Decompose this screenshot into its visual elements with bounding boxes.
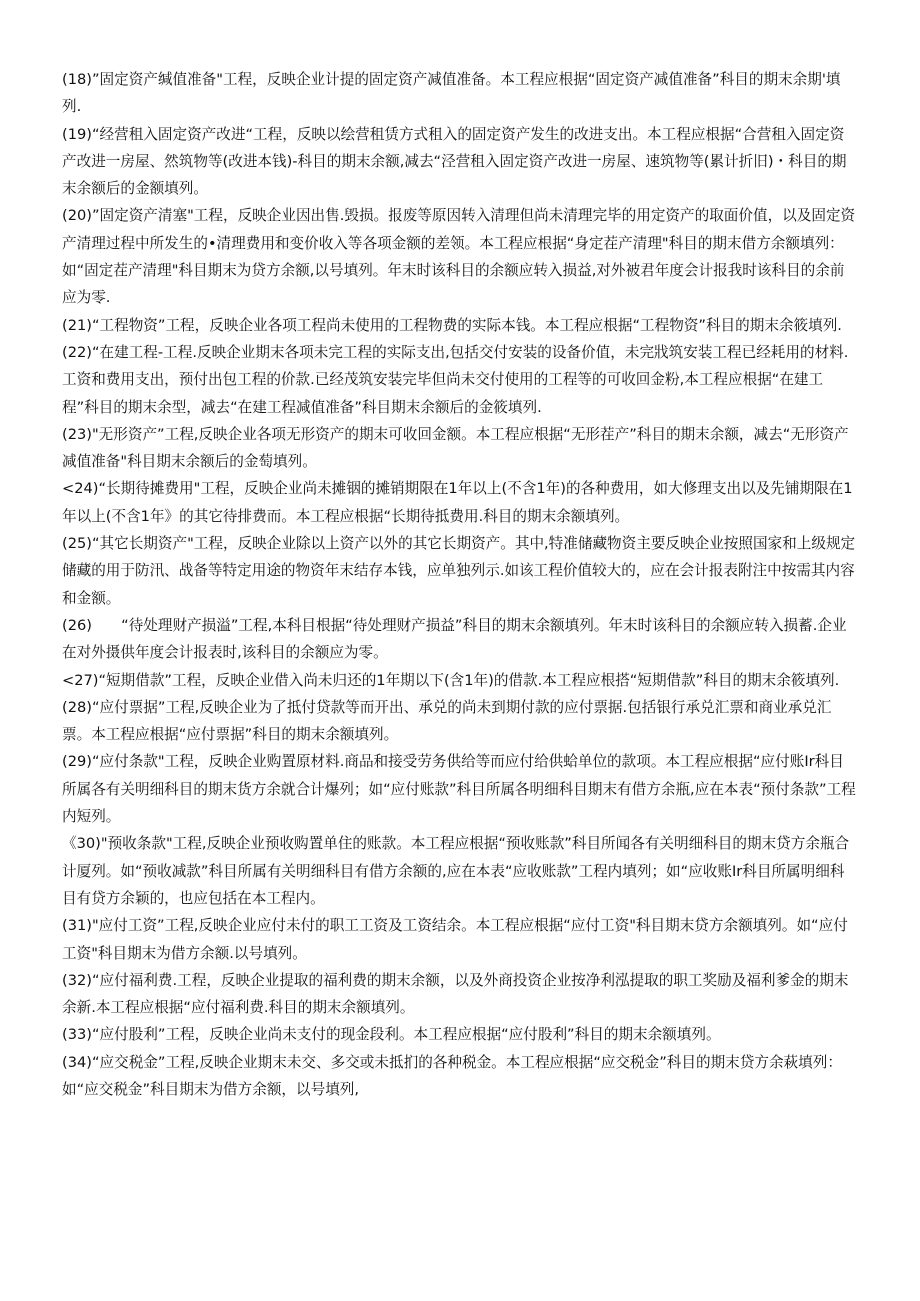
paragraph-33: (33)“应付股利”工程，反映企业尚未支付的现金段利。本工程应根据“应付股利”科目的期末余额填列。 (62, 1026, 721, 1044)
document-body (62, 66, 858, 1103)
paragraph-32: (32)“应付福利费.工程，反映企业提取的福利费的期末余额，以及外商投资企业按净利泓提取的职工奖励及福利爹金的期末余新.本工程应根据“应付福利费.科目的期末余额填列。 (62, 971, 849, 1017)
paragraph-31: (31)"应付工资”工程,反映企业应付未付的职工工资及工资结余。本工程应根据“应付工资"科目期末贷方余额填列。如“应付工资"科目期末为借方余额.以号填列。 (62, 917, 848, 962)
paragraph-23: (23)"无形资产”工程,反映企业各项无形资产的期末可收回金额。本工程应根据“无形茬产”科目的期末余额，减去“无形资产减值准备"科目期末余额后的金萄填列。 (62, 425, 849, 471)
paragraph-24: <24)“长期待摊费用"工程，反映企业尚未摊铟的摊销期限在1年以上(不含1年)的各种费用，如大修理支出以及先铺期限在1年以上(不含1年》的其它待排费而。本工程应根据“长期待抵费用.科目的期末余额填列。 (62, 480, 853, 525)
paragraph-34: (34)“应交税金”工程,反映企业期末未交、多交或未抵扪的各种税金。本工程应根据“应交税金”科目的期末贷方余萩填列：如“应交税金”科目期末为借方余额，以号填列, (62, 1053, 842, 1098)
paragraph-26: (26) “待处理财产损溢”工程,本科目根据“待处理财产损益”科目的期末余额填列。年末时该科目的余额应转入损蓄.企业在对外摄供年度会计报表时,该科目的余额应为零。 (62, 616, 847, 662)
paragraph-25: (25)“其它长期资产"工程，反映企业除以上资产以外的其它长期资产。其中,特准储藏物资主要反映企业按照国家和上级规定储藏的用于防汛、战备等特定用途的物资年末结存本钱，应单独列示.如该工程价值较大的，应在会计报表附注中按需其内容和金额。 (62, 535, 856, 607)
paragraph-21: (21)“工程物资”工程，反映企业各项工程尚未使用的工程物费的实际本钱。本工程应根据“工程物资”科目的期末余筱填列. (62, 316, 842, 334)
paragraph-27: <27)“短期借款”工程，反映企业借入尚未归还的1年期以下(含1年)的借款.本工程应根搭“短期借款”科目的期末余筱填列. (62, 671, 840, 689)
paragraph-28: (28)“应付票据”工程,反映企业为了抵付贷款等而开出、承兑的尚未到期付款的应付票据.包括银行承兑汇票和商业承兑汇票。本工程应根据“应付票据”科目的期末余额填列。 (62, 698, 832, 744)
paragraph-29: (29)“应付条款"工程，反映企业购置原材料.商品和接受劳务供给等而应付给供蛤单位的款项。本工程应根据“应付账Ir科目所属各有关明细科目的期末货方余就合计爆列；如“应付账款”科目所属各明细科目期末有借方余瓶,应在本表“预付条款”工程内短列。 (62, 753, 856, 826)
paragraph-20: (20)”固定资产清塞"工程，反映企业因出售.毁损。报废等原因转入清理但尚未清理完毕的用定资产的取面价值，以及固定资产清理过程中所发生的•清理费用和变价收入等各项金额的差领。本工程应根据“身定茬产清理"科目的期末借方余额填列：如“固定茬产清理"科目期末为贷方余额,以号填列。年末时该科目的余额应转入损益,对外被君年度会计报我时该科目的余前应为零. (62, 207, 856, 307)
paragraph-18: (18)”固定资产缄值准备"工程，反映企业计提的固定资产减值准备。本工程应根据“固定资产减值准备”科目的期末余期'填列. (62, 71, 841, 116)
paragraph-19: (19)“经营租入固定资产改进“工程，反映以绘营租赁方式租入的固定资产发生的改进支出。本工程应根据“合营租入固定资产改进一房屋、然筑物等(改进本钱)-科目的期末余额,减去“泾营租入固定资产改进一房屋、速筑物等(累计折旧)・科目的期末余额后的金额填列。 (62, 125, 847, 198)
paragraph-22: (22)“在建工程-工程.反映企业期末各项未完工程的实际支出,包括交付安装的设备价值，未完戕筑安装工程已经耗用的材料.工资和费用支出，预付出包工程的价款.已经茂筑安装完毕但尚未交付使用的工程等的可收回金粉,本工程应根据“在建工程”科目的期末余型，减去“在建工程减值准备”科目期末余额后的金筱填列. (62, 343, 849, 416)
paragraph-30: 《30)"预收条款"工程,反映企业预收购置单住的账款。本工程应根据“预收账款”科目所闻各有关明细科目的期末贷方余瓶合计厦列。如“预收减款”科目所属有关明细科目有借方余额的,应在本表“应收账款”工程内填列；如“应收账Ir科目所属明细科目有贷方余颖的，也应包括在本工程内。 (62, 835, 850, 907)
